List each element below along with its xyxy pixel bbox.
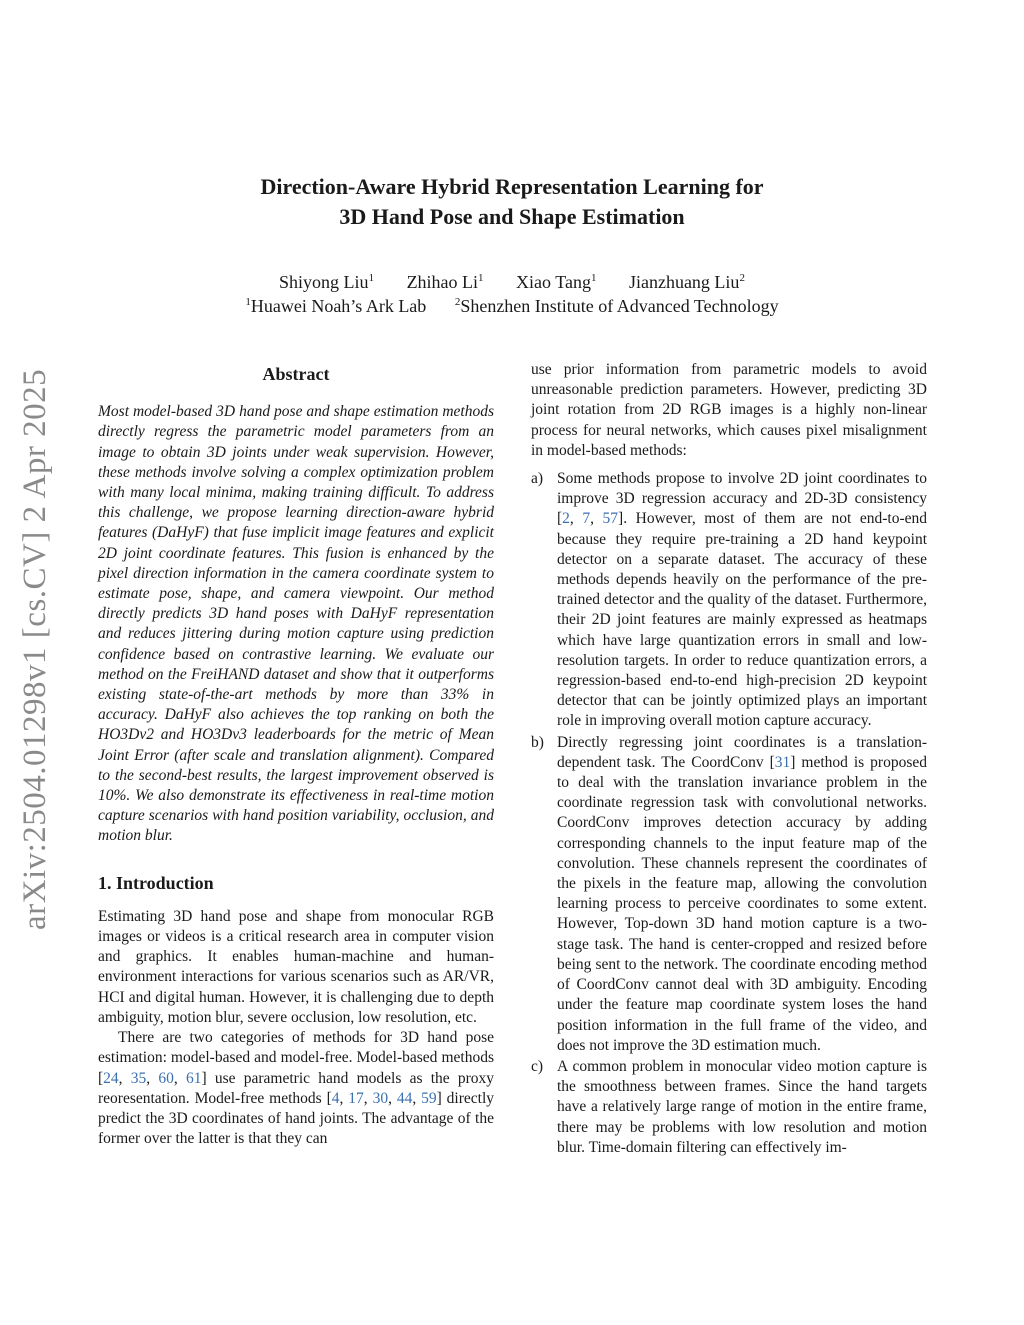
paper-title (112, 172, 912, 232)
introduction-heading: 1. Introduction (98, 872, 214, 893)
citation-link[interactable]: 57 (602, 510, 619, 528)
author: Xiao Tang$^1$ (516, 272, 597, 292)
citation-link[interactable]: 60 (158, 1069, 174, 1087)
list-item-text: A common problem in monocular video motion capture is the smoothness between frames. Since the hand targets have a relatively large range of motion in the entire frame, there may be problems with low resolution and motion blur. Time-domain filtering can effectively im- (557, 1057, 927, 1156)
list-marker: b) (531, 733, 544, 751)
author: Shiyong Liu$^1$ (279, 272, 375, 292)
list-item (531, 469, 927, 732)
list-marker: a) (531, 470, 544, 488)
right-column (531, 360, 927, 1159)
intro-paragraph-2: There are two categories of methods for 3D hand pose estimation: model-based and model-free. Model-based methods [24, 35, 60, 61] use parametric hand models as the proxy reoresentation. Model-free methods [4, 17, 30, 44, 59] directly predict the 3D coordinates of hand joints. The advantage of the former over the latter is that they can (98, 1029, 495, 1148)
author-list (112, 270, 912, 294)
list-marker: c) (531, 1057, 544, 1075)
affiliation: $^1$Huawei Noah’s Ark Lab (245, 296, 427, 316)
author-block (112, 270, 912, 318)
right-paragraph-1: use prior information from parametric models to avoid unreasonable prediction parameters. However, predicting 3D joint rotation from 2D RGB images is a highly non-linear process for neural networks, which causes pixel misalignment in model-based methods: (531, 361, 927, 459)
list-item (531, 733, 927, 1056)
list-item-text: Directly regressing joint coordinates is a translation-dependent task. The CoordConv [31] method is proposed to deal with the translation invariance problem in the coordinate regression task with convolutional networks. CoordConv improves detection accuracy by adding corresponding channels to the input feature map of the convolution. These channels represent the coordinates of the pixels in the feature map, allowing the convolution learning process to perceive coordinates to some extent. However, Top-down 3D hand motion capture is a two-stage task. The hand is center-cropped and resized before being sent to the network. The coordinate encoding method of CoordConv cannot deal with 3D ambiguity. Encoding under the feature map coordinate system loses the hand position information in the full frame of the video, and does not improve the 3D estimation much. (557, 733, 927, 1054)
citation-link[interactable]: 35 (130, 1069, 147, 1087)
affiliation: $^2$Shenzhen Institute of Advanced Technology (454, 296, 779, 316)
citation-link[interactable]: 44 (396, 1089, 413, 1107)
intro-paragraph-1: Estimating 3D hand pose and shape from monocular RGB images or videos is a critical research area in computer vision and graphics. It enables human-machine and human-environment interactions for various scenarios such as AR/VR, HCI and digital human. However, it is challenging due to depth ambiguity, motion blur, severe occlusion, low resolution, etc. (98, 907, 494, 1026)
abstract-heading: Abstract (262, 364, 330, 384)
citation-link[interactable]: 59 (421, 1089, 437, 1107)
citation-link[interactable]: 31 (774, 753, 791, 771)
citation-link[interactable]: 7 (582, 510, 591, 528)
citation-link[interactable]: 30 (372, 1089, 389, 1107)
citation-link[interactable]: 2 (562, 510, 570, 528)
problem-list (531, 469, 927, 1158)
citation-link[interactable]: 61 (186, 1069, 202, 1087)
author: Jianzhuang Liu$^2$ (628, 272, 745, 292)
arxiv-identifier: arXiv:2504.01298v1 [cs.CV] 2 Apr 2025 (17, 368, 53, 930)
title-line-2: 3D Hand Pose and Shape Estimation (339, 204, 685, 229)
title-line-1: Direction-Aware Hybrid Representation Learning for (260, 174, 764, 199)
citation-link[interactable]: 4 (331, 1089, 340, 1107)
list-item (531, 1057, 927, 1158)
list-item-text: Some methods propose to involve 2D joint coordinates to improve 3D regression accuracy and 2D-3D consistency [2, 7, 57]. However, most of them are not end-to-end because they require pre-training a 2D hand keypoint detector on a separate dataset. The accuracy of these methods depends heavily on the performance of the pre-trained detector and the quality of the dataset. Furthermore, their 2D joint features are mainly expressed as heatmaps which have large quantization errors in small and low-resolution targets. In order to reduce quantization errors, a regression-based end-to-end high-precision 2D keypoint detector that can be jointly optimized plays an important role in improving overall motion capture accuracy. (557, 470, 927, 730)
author: Zhihao Li$^1$ (406, 272, 484, 292)
affiliation-list (112, 294, 912, 318)
citation-link[interactable]: 17 (348, 1089, 364, 1107)
left-column (98, 360, 494, 1149)
citation-link[interactable]: 24 (103, 1069, 119, 1087)
abstract-text: Most model-based 3D hand pose and shape estimation methods directly regress the parametric model parameters from an image to obtain 3D joints under weak supervision. However, these methods involve solving a complex optimization problem with many local minima, making training difficult. To address this challenge, we propose learning direction-aware hybrid features (DaHyF) that fuse implicit image features and explicit 2D joint coordinate features. This fusion is enhanced by the pixel direction information in the camera coordinate system to estimate pose, shape, and camera viewpoint. Our method directly predicts 3D hand poses with DaHyF representation and reduces jittering during motion capture using prediction confidence based on contrastive learning. We evaluate our method on the FreiHAND dataset and show that it outperforms existing state-of-the-art methods by more than 33% in accuracy. DaHyF also achieves the top ranking on both the HO3Dv2 and HO3Dv3 leaderboards for the metric of Mean Joint Error (after scale and translation alignment). Compared to the second-best results, the largest improvement observed is 10%. We also demonstrate its effectiveness in real-time motion capture scenarios with hand position variability, occlusion, and motion blur. (98, 403, 494, 845)
